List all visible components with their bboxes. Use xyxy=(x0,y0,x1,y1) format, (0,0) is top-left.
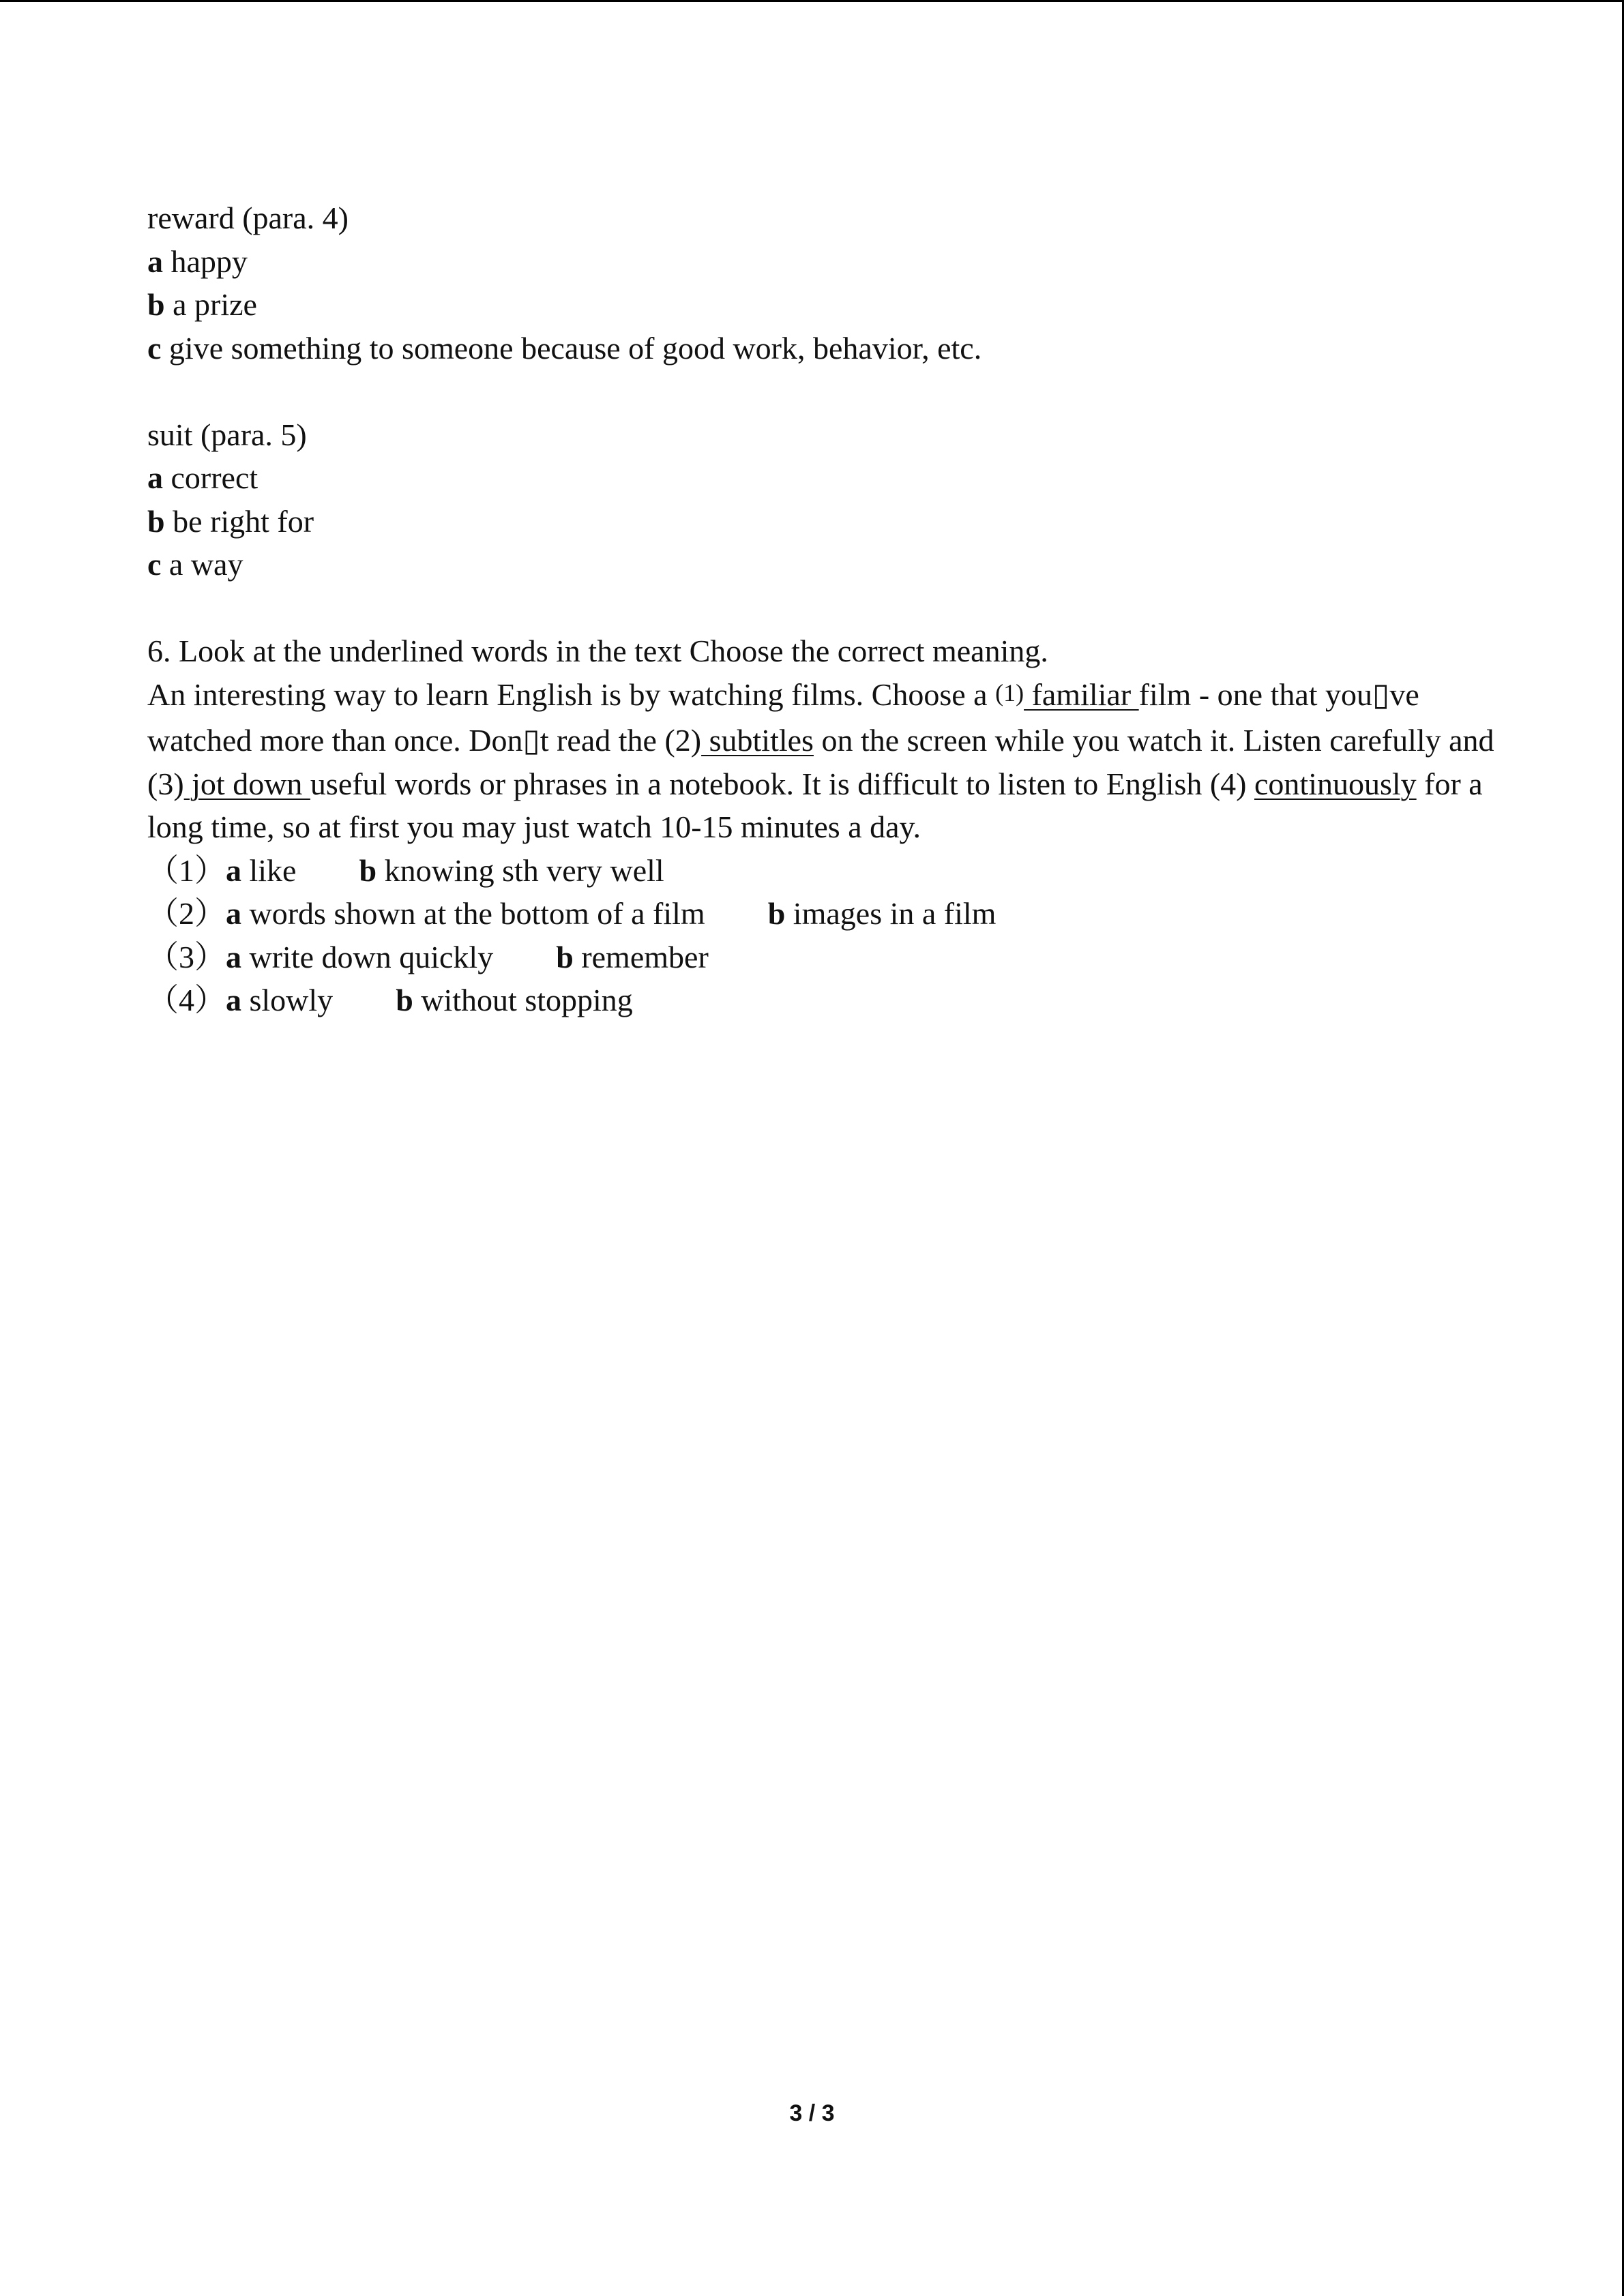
underlined-word: subtitles xyxy=(701,723,814,758)
document-body xyxy=(147,196,1498,1022)
option-letter: b xyxy=(147,287,165,322)
page-number: 3 / 3 xyxy=(789,2100,835,2126)
option-letter: b xyxy=(147,503,165,539)
choice-row xyxy=(147,892,1498,936)
option-text: give something to someone because of good work, behavior, etc. xyxy=(168,330,982,366)
option-letter: c xyxy=(147,330,162,366)
option-text: correct xyxy=(171,460,259,495)
choice-a-text: slowly xyxy=(249,983,334,1017)
option-letter: b xyxy=(396,983,413,1017)
underlined-word: continuously xyxy=(1254,766,1417,801)
passage xyxy=(147,673,1498,849)
underlined-word: familiar xyxy=(1024,676,1139,712)
option-text: happy xyxy=(171,243,248,279)
choice-row xyxy=(147,936,1498,979)
choice-number: （2） xyxy=(147,896,226,931)
passage-text: useful words or phrases in a notebook. It is difficult to listen to English (4) xyxy=(310,766,1254,801)
option-letter: b xyxy=(767,896,786,931)
choice-row xyxy=(147,849,1498,893)
vocab-option xyxy=(147,456,1498,500)
choice-a-text: words shown at the bottom of a film xyxy=(249,896,705,931)
passage-text: for a long time, so at first you may just watch 10-15 minutes a day. xyxy=(147,766,1483,844)
choice-a-text: write down quickly xyxy=(249,939,494,974)
option-text: a way xyxy=(168,547,243,582)
vocab-option xyxy=(147,543,1498,586)
choice-a-text: like xyxy=(249,852,297,888)
vocab-word: reward (para. 4) xyxy=(147,200,349,235)
vocab-option xyxy=(147,327,1498,370)
option-letter: b xyxy=(556,939,574,974)
vocab-option xyxy=(147,283,1498,327)
option-letter: a xyxy=(226,896,241,931)
choice-b-text: images in a film xyxy=(793,896,996,931)
question-heading: 6. Look at the underlined words in the text Choose the correct meaning. xyxy=(147,633,1048,668)
option-letter: a xyxy=(226,939,241,974)
vocab-option xyxy=(147,240,1498,284)
choice-row xyxy=(147,979,1498,1022)
choice-number: （1） xyxy=(147,852,226,888)
option-text: be right for xyxy=(173,503,314,539)
choice-b-text: remember xyxy=(581,939,709,974)
option-text: a prize xyxy=(173,287,257,322)
vocab-word: suit (para. 5) xyxy=(147,417,307,452)
passage-text: film - one that you▯ve watched more than once. Don▯t read the (2) xyxy=(147,676,1419,758)
option-letter: b xyxy=(359,852,377,888)
spacer xyxy=(147,586,1498,630)
choice-number: （4） xyxy=(147,983,226,1017)
choice-number: （3） xyxy=(147,939,226,974)
option-letter: c xyxy=(147,547,162,582)
vocab-option xyxy=(147,500,1498,543)
underlined-word: jot down xyxy=(183,766,310,801)
passage-text: An interesting way to learn English is by watching films. Choose a xyxy=(147,676,996,712)
option-letter: a xyxy=(147,460,163,495)
choice-b-text: without stopping xyxy=(421,983,633,1017)
option-letter: a xyxy=(226,852,241,888)
blank-number: (1) xyxy=(995,679,1024,706)
option-letter: a xyxy=(147,243,163,279)
passage-text: on the screen while you watch it. Listen carefully and (3) xyxy=(147,723,1494,801)
choice-b-text: knowing sth very well xyxy=(384,852,664,888)
option-letter: a xyxy=(226,983,241,1017)
spacer xyxy=(147,370,1498,413)
